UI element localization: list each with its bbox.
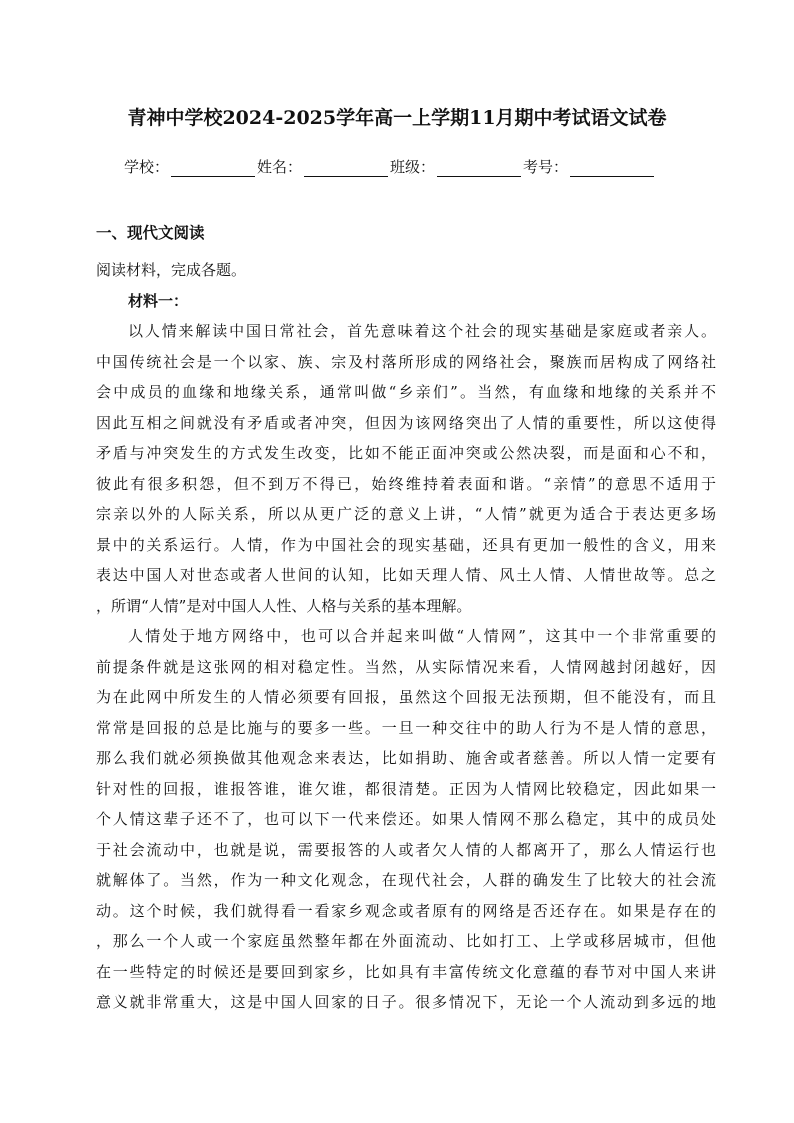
passage-line: 宗亲以外的人际关系，所以从更广泛的意义上讲，“人情”就更为适合于表达更多场 <box>96 505 716 523</box>
passage-line: 在一些特定的时候还是要回到家乡，比如具有丰富传统文化意蕴的春节对中国人来讲 <box>96 963 716 981</box>
passage-line: 为在此网中所发生的人情必须要有回报，虽然这个回报无法预期，但不能没有，而且 <box>96 688 716 706</box>
passage-line: 那么我们就必须换做其他观念来表达，比如捐助、施舍或者慈善。所以人情一定要有 <box>96 749 716 767</box>
section-heading: 一、现代文阅读 <box>96 224 205 242</box>
passage-line: 于社会流动中，也就是说，需要报答的人或者欠人情的人都离开了，那么人情运行也 <box>96 841 716 859</box>
section-intro: 阅读材料，完成各题。 <box>96 261 247 279</box>
name-field <box>257 156 390 177</box>
exam-number-label: 考号： <box>523 158 569 176</box>
school-blank[interactable] <box>171 158 255 177</box>
class-label: 班级： <box>390 158 436 176</box>
name-blank[interactable] <box>304 158 388 177</box>
passage-line: ，所谓“人情”是对中国人人性、人格与关系的基本理解。 <box>96 597 472 615</box>
passage-line: ，那么一个人或一个家庭虽然整年都在外面流动、比如打工、上学或移居城市，但他 <box>96 932 716 950</box>
passage-line: 个人情这辈子还不了，也可以下一代来偿还。如果人情网不那么稳定，其中的成员处 <box>96 810 716 828</box>
class-field <box>390 156 523 177</box>
passage-line: 前提条件就是这张网的相对稳定性。当然，从实际情况来看，人情网越封闭越好，因 <box>96 658 716 676</box>
exam-title: 青神中学校2024-2025学年高一上学期11月期中考试语文试卷 <box>127 107 667 129</box>
student-info-row <box>124 153 684 177</box>
passage-line: 会中成员的血缘和地缘关系，通常叫做“乡亲们”。当然，有血缘和地缘的关系并不 <box>96 383 716 401</box>
passage-line: 常常是回报的总是比施与的要多一些。一旦一种交往中的助人行为不是人情的意思， <box>96 719 716 737</box>
school-label: 学校： <box>124 158 170 176</box>
passage-line: 表达中国人对世态或者人世间的认知，比如天理人情、风土人情、人情世故等。总之 <box>96 566 716 584</box>
exam-number-field <box>523 156 656 177</box>
passage-line: 矛盾与冲突发生的方式发生改变，比如不能正面冲突或公然决裂，而是面和心不和， <box>96 444 716 462</box>
passage-line: 以人情来解读中国日常社会，首先意味着这个社会的现实基础是家庭或者亲人。 <box>128 322 716 340</box>
passage-line: 彼此有很多积怨，但不到万不得已，始终维持着表面和谐。“亲情”的意思不适用于 <box>96 475 716 493</box>
passage-line: 人情处于地方网络中，也可以合并起来叫做“人情网”，这其中一个非常重要的 <box>128 627 716 645</box>
passage-line: 景中的关系运行。人情，作为中国社会的现实基础，还具有更加一般性的含义，用来 <box>96 536 716 554</box>
passage-line: 针对性的回报，谁报答谁，谁欠谁，都很清楚。正因为人情网比较稳定，因此如果一 <box>96 780 716 798</box>
passage-line: 因此互相之间就没有矛盾或者冲突，但因为该网络突出了人情的重要性，所以这使得 <box>96 414 716 432</box>
exam-number-blank[interactable] <box>570 158 654 177</box>
school-field <box>124 156 257 177</box>
passage-line: 意义就非常重大，这是中国人回家的日子。很多情况下，无论一个人流动到多远的地 <box>96 993 716 1011</box>
name-label: 姓名： <box>257 158 303 176</box>
material-title: 材料一： <box>128 292 189 310</box>
passage-line: 就解体了。当然，作为一种文化观念，在现代社会，人群的确发生了比较大的社会流 <box>96 871 716 889</box>
passage-line: 中国传统社会是一个以家、族、宗及村落所形成的网络社会，聚族而居构成了网络社 <box>96 353 716 371</box>
class-blank[interactable] <box>437 158 521 177</box>
passage-line: 动。这个时候，我们就得看一看家乡观念或者原有的网络是否还存在。如果是存在的 <box>96 902 716 920</box>
